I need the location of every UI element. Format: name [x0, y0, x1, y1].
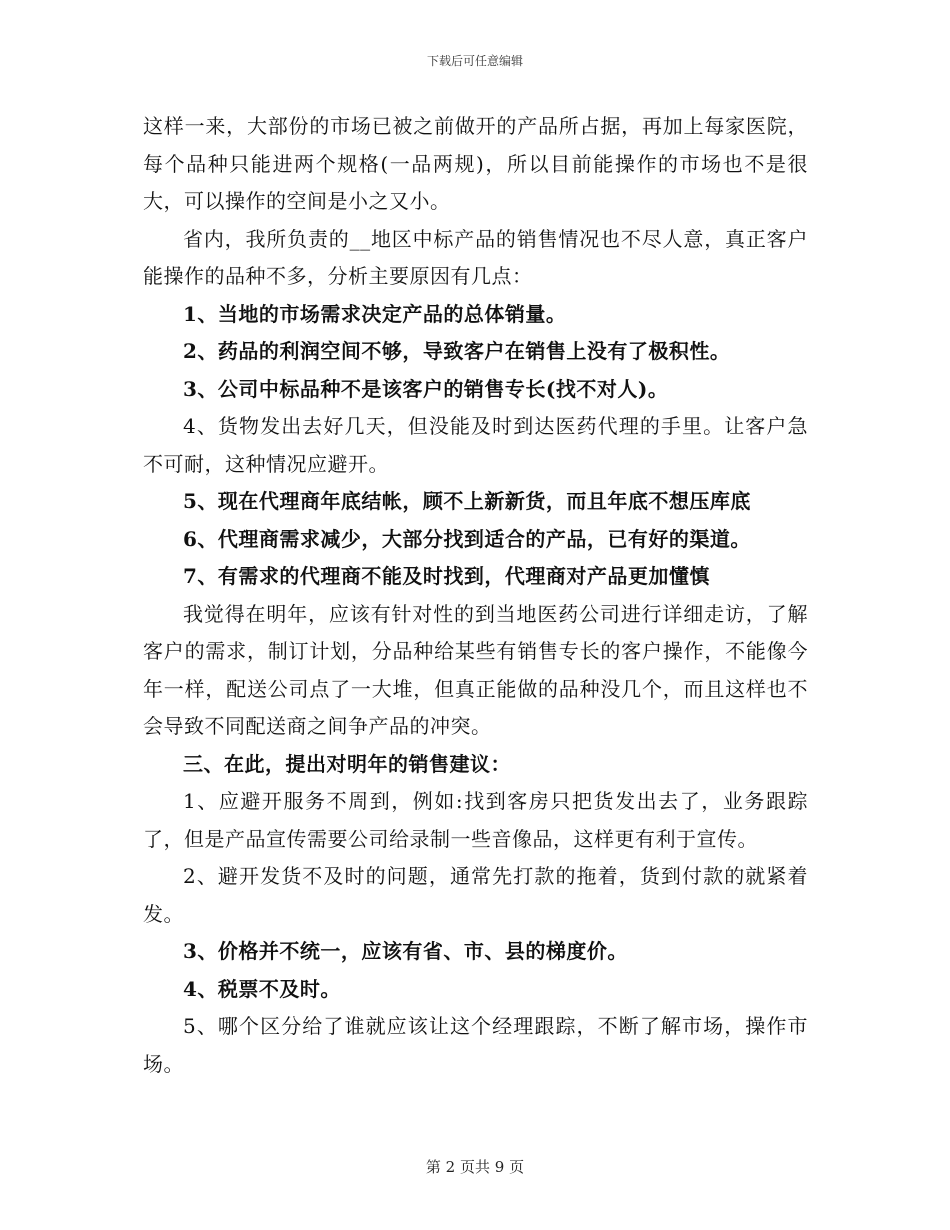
reason-item-5: 5、现在代理商年底结帐，顾不上新新货，而且年底不想压库底: [183, 489, 751, 513]
suggestion-item-1: 1、应避开服务不周到，例如:找到客房只把货发出去了，业务跟踪了，但是产品宣传需要公司给录制一些音像品，这样更有利于宣传。: [143, 789, 808, 851]
page-footer: 第 2 页共 9 页: [425, 1158, 525, 1176]
document-body: [143, 108, 808, 1083]
suggestion-item-2: 2、避开发货不及时的问题，通常先打款的拖着，货到付款的就紧着发。: [143, 864, 808, 926]
section-heading-suggestions: 三、在此，提出对明年的销售建议：: [183, 751, 511, 776]
reason-item-7: 7、有需求的代理商不能及时找到，代理商对产品更加懂慎: [183, 564, 710, 588]
paragraph-2: 省内，我所负责的__地区中标产品的销售情况也不尽人意，真正客户能操作的品种不多，分析主要原因有几点：: [143, 226, 808, 288]
suggestion-item-5: 5、哪个区分给了谁就应该让这个经理跟踪，不断了解市场，操作市场。: [143, 1014, 808, 1076]
reason-item-6: 6、代理商需求减少，大部分找到适合的产品，已有好的渠道。: [183, 526, 751, 551]
reason-item-2: 2、药品的利润空间不够，导致客户在销售上没有了极积性。: [183, 339, 731, 363]
reason-item-3: 3、公司中标品种不是该客户的销售专长(找不对人)。: [183, 376, 669, 401]
suggestion-item-4: 4、税票不及时。: [183, 976, 341, 1001]
paragraph-1: 这样一来，大部份的市场已被之前做开的产品所占据，再加上每家医院，每个品种只能进两个规格(一品两规)，所以目前能操作的市场也不是很大，可以操作的空间是小之又小。: [143, 114, 808, 213]
reason-item-4: 4、货物发出去好几天，但没能及时到达医药代理的手里。让客户急不可耐，这种情况应避开。: [143, 414, 808, 476]
page-header: 下载后可任意编辑: [426, 54, 523, 68]
suggestion-item-3: 3、价格并不统一，应该有省、市、县的梯度价。: [183, 939, 628, 963]
reason-item-1: 1、当地的市场需求决定产品的总体销量。: [183, 301, 567, 326]
plan-paragraph: 我觉得在明年，应该有针对性的到当地医药公司进行详细走访，了解客户的需求，制订计划，分品种给某些有销售专长的客户操作，不能像今年一样，配送公司点了一大堆，但真正能做的品种没几个，而且这样也不会导致不同配送商之间争产品的冲突。: [143, 601, 808, 738]
